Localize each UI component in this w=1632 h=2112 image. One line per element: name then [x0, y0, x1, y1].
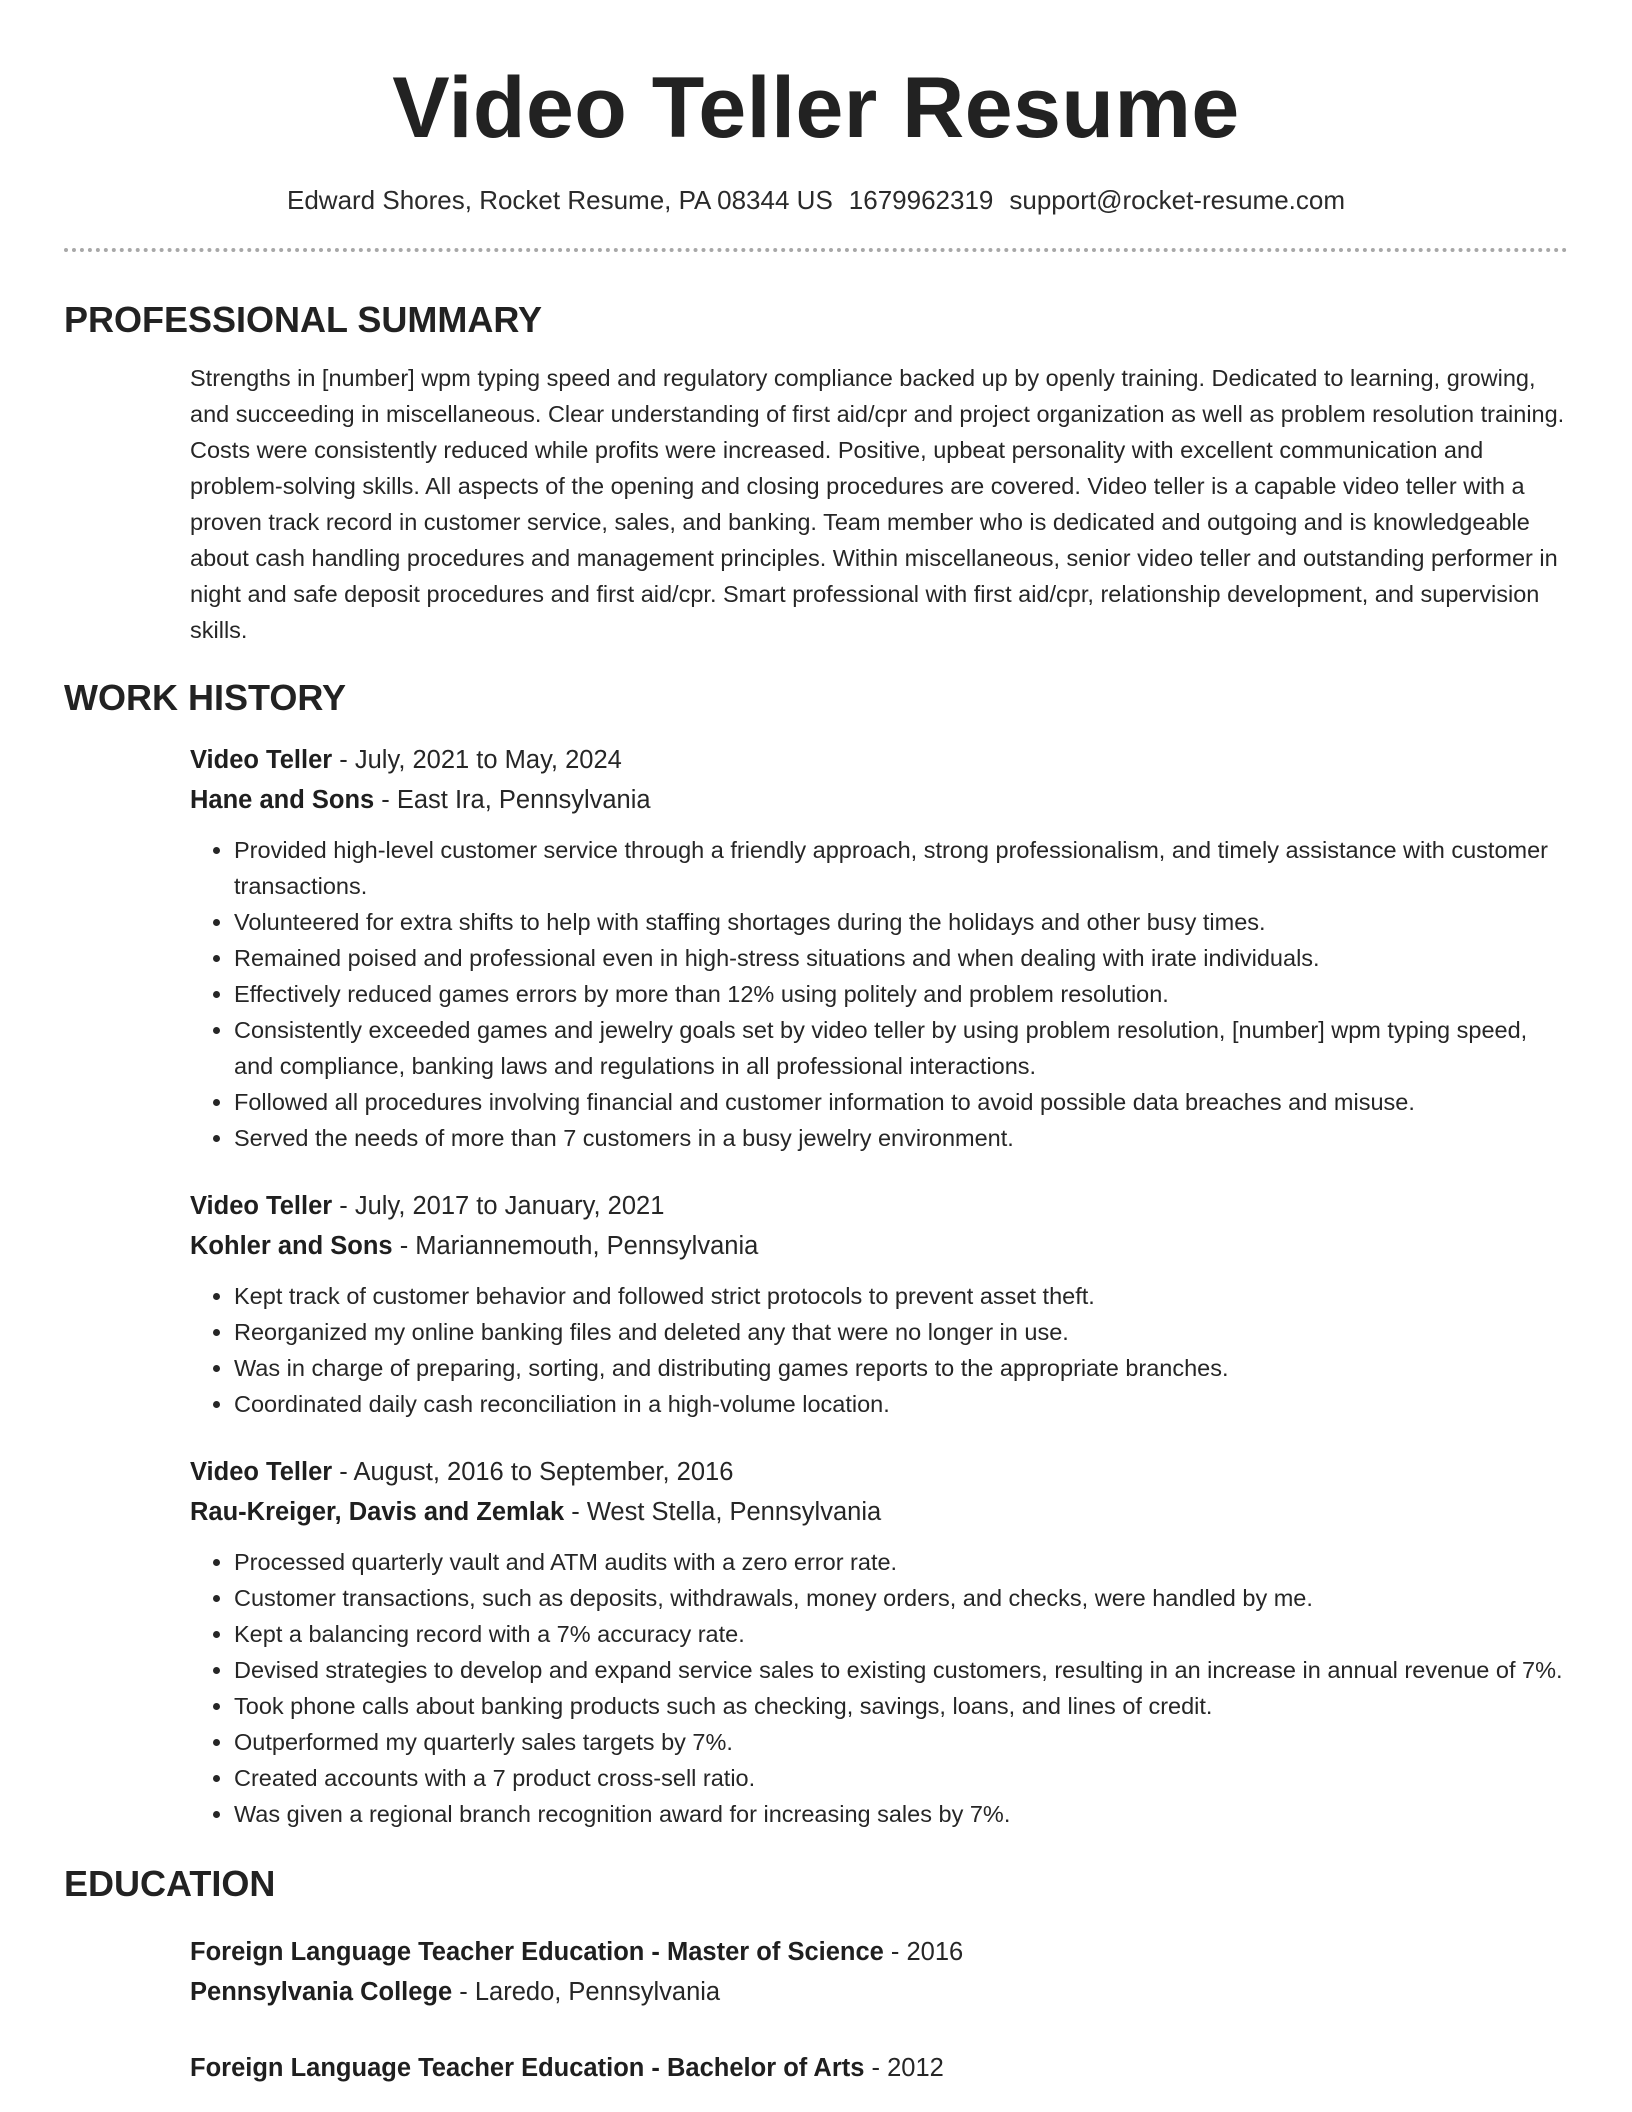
job-company: Rau-Kreiger, Davis and Zemlak — [190, 1498, 565, 1526]
job-bullet: • Took phone calls about banking products such as checking, savings, loans, and lines of credit. — [234, 1688, 1568, 1724]
education-heading: EDUCATION — [64, 1863, 276, 1904]
job-bullet: • Created accounts with a 7 product cross-sell ratio. — [234, 1760, 1568, 1796]
school: Pennsylvania College — [190, 1978, 453, 2006]
job-bullets — [190, 1278, 1568, 1422]
job-company-line — [190, 780, 1568, 820]
job-bullet: • Served the needs of more than 7 customers in a busy jewelry environment. — [234, 1120, 1568, 1156]
job-bullet: • Kept track of customer behavior and followed strict protocols to prevent asset theft. — [234, 1278, 1568, 1314]
contact-line — [64, 182, 1568, 218]
job-location: - East Ira, Pennsylvania — [374, 786, 651, 814]
job-location: - Mariannemouth, Pennsylvania — [392, 1232, 759, 1260]
job-bullet: • Was in charge of preparing, sorting, and distributing games reports to the appropriate branches. — [234, 1350, 1568, 1386]
job-entry — [190, 1452, 1568, 1832]
degree: Foreign Language Teacher Education - Master of Science — [190, 1938, 884, 1966]
job-bullet: • Was given a regional branch recognition award for increasing sales by 7%. — [234, 1796, 1568, 1832]
resume-title: Video Teller Resume — [392, 60, 1240, 156]
job-company: Kohler and Sons — [190, 1232, 393, 1260]
job-title: Video Teller — [190, 1192, 333, 1220]
job-title: Video Teller — [190, 1458, 333, 1486]
job-bullet: • Reorganized my online banking files and deleted any that were no longer in use. — [234, 1314, 1568, 1350]
resume-page — [64, 0, 1568, 2088]
job-bullet: • Volunteered for extra shifts to help with staffing shortages during the holidays and other busy times. — [234, 904, 1568, 940]
contact-phone: 1679962319 — [848, 185, 994, 215]
job-bullet: • Remained poised and professional even in high-stress situations and when dealing with irate individuals. — [234, 940, 1568, 976]
job-bullet: • Provided high-level customer service through a friendly approach, strong professionalism, and timely assistance with customer transactions. — [234, 832, 1568, 904]
job-bullets — [190, 1544, 1568, 1832]
job-bullet: • Processed quarterly vault and ATM audits with a zero error rate. — [234, 1544, 1568, 1580]
job-entry — [190, 740, 1568, 1156]
job-bullet: • Followed all procedures involving financial and customer information to avoid possible data breaches and misuse. — [234, 1084, 1568, 1120]
degree-line — [190, 2048, 1568, 2088]
degree-year: - 2012 — [864, 2054, 944, 2082]
summary-text: Strengths in [number] wpm typing speed and regulatory compliance backed up by openly training. Dedicated to learning, growing, and succeeding in miscellaneous. Clear understanding of first aid/cpr and project organization as well as problem resolution training. Costs were consistently reduced while profits were increased. Positive, upbeat personality with excellent communication and problem-solving skills. All aspects of the opening and closing procedures are covered. Video teller is a capable video teller with a proven track record in customer service, sales, and banking. Team member who is dedicated and outgoing and is knowledgeable about cash handling procedures and management principles. Within miscellaneous, senior video teller and outstanding performer in night and safe deposit procedures and first aid/cpr. Smart professional with first aid/cpr, relationship development, and supervision skills. — [190, 365, 1565, 643]
job-company-line — [190, 1492, 1568, 1532]
job-company-line — [190, 1226, 1568, 1266]
job-dates: - August, 2016 to September, 2016 — [332, 1458, 734, 1486]
work-history-heading: WORK HISTORY — [64, 677, 347, 718]
education-entry — [190, 1932, 1568, 2012]
job-entry — [190, 1186, 1568, 1422]
school-line — [190, 1972, 1568, 2012]
job-bullet: • Customer transactions, such as deposits, withdrawals, money orders, and checks, were handled by me. — [234, 1580, 1568, 1616]
job-bullets — [190, 832, 1568, 1156]
degree: Foreign Language Teacher Education - Bachelor of Arts — [190, 2054, 865, 2082]
job-bullet: • Devised strategies to develop and expand service sales to existing customers, resulting in an increase in annual revenue of 7%. — [234, 1652, 1568, 1688]
job-bullet: • Coordinated daily cash reconciliation in a high-volume location. — [234, 1386, 1568, 1422]
job-title-line — [190, 740, 1568, 780]
job-title: Video Teller — [190, 746, 333, 774]
summary-heading: PROFESSIONAL SUMMARY — [64, 299, 543, 340]
job-dates: - July, 2021 to May, 2024 — [332, 746, 622, 774]
job-bullet: • Outperformed my quarterly sales targets by 7%. — [234, 1724, 1568, 1760]
job-location: - West Stella, Pennsylvania — [564, 1498, 882, 1526]
contact-address: Edward Shores, Rocket Resume, PA 08344 US — [286, 185, 833, 215]
job-bullet: • Effectively reduced games errors by more than 12% using politely and problem resolution. — [234, 976, 1568, 1012]
degree-year: - 2016 — [883, 1938, 964, 1966]
job-bullet: • Kept a balancing record with a 7% accuracy rate. — [234, 1616, 1568, 1652]
header-divider — [64, 248, 1568, 252]
school-location: - Laredo, Pennsylvania — [452, 1978, 721, 2006]
degree-line — [190, 1932, 1568, 1972]
job-company: Hane and Sons — [190, 786, 375, 814]
education-entry — [190, 2048, 1568, 2088]
job-bullet: • Consistently exceeded games and jewelry goals set by video teller by using problem resolution, [number] wpm typing speed, and compliance, banking laws and regulations in all professional interactions. — [234, 1012, 1568, 1084]
job-title-line — [190, 1186, 1568, 1226]
job-dates: - July, 2017 to January, 2021 — [332, 1192, 665, 1220]
job-title-line — [190, 1452, 1568, 1492]
contact-email: support@rocket-resume.com — [1009, 185, 1346, 215]
